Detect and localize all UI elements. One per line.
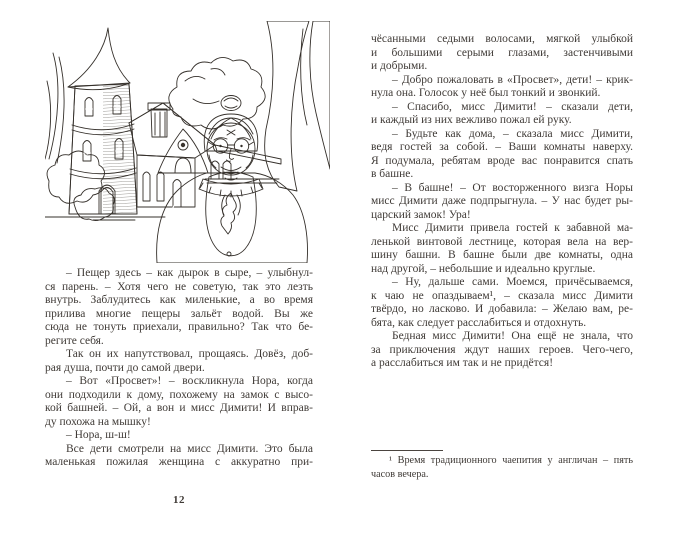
text-line: кой башней. – Ой, а вон и мисс Димити! И вправ- bbox=[45, 402, 313, 414]
paragraph bbox=[371, 182, 633, 223]
paragraph bbox=[371, 276, 633, 330]
paragraph bbox=[371, 33, 633, 74]
text-line: внутрь. Заблудитесь как миленькие, а во время bbox=[45, 294, 313, 306]
text-line: бята, как следует расслабиться и отдохнуть. bbox=[371, 316, 587, 329]
text-line: в башне. bbox=[371, 168, 414, 180]
paragraph bbox=[371, 222, 633, 276]
text-line: ленькой винтовой лестнице, которая вела на вер- bbox=[371, 235, 633, 248]
text-line: ведя гостей за собой. – Ваши комнаты наверху. bbox=[371, 141, 633, 153]
text-line: – Добро пожаловать в «Просвет», дети! – крик- bbox=[392, 73, 633, 86]
text-line: – Ну, дальше сами. Моемся, причёсываемся, bbox=[392, 276, 633, 288]
text-line: царский замок! Ура! bbox=[371, 208, 471, 221]
text-line: рая душа, почти до самой двери. bbox=[45, 361, 205, 374]
text-line: ся парень. – Хотя чего не советую, так это лезть bbox=[45, 280, 313, 293]
text-line: к чаю не опаздываем¹, – сказала мисс Димити bbox=[371, 289, 633, 302]
text-line: они подходили к дому, похожему на замок с высо- bbox=[45, 388, 313, 401]
text-line: часов вечера. bbox=[371, 468, 429, 480]
text-line: – Вот «Просвет»! – воскликнула Нора, когда bbox=[66, 375, 313, 387]
paragraph bbox=[371, 330, 633, 371]
text-line: шину башни. В башне были две комнаты, одна bbox=[371, 249, 633, 261]
paragraph bbox=[371, 74, 633, 101]
paragraph bbox=[371, 128, 633, 182]
text-line: – Нора, ш-ш! bbox=[66, 429, 131, 441]
text-line: – Спасибо, мисс Димити! – сказали дети, bbox=[392, 100, 633, 113]
text-line: мисс Димити даже подпрыгнула. – У нас будет ры- bbox=[371, 195, 633, 207]
text-line: – Пещер здесь – как дырок в сыре, – улыбнул- bbox=[66, 267, 313, 279]
text-line: и добрыми. bbox=[371, 60, 428, 72]
text-line: Так он их напутствовал, прощаясь. Довёз, доб- bbox=[66, 348, 313, 360]
text-line: над другой, – небольшие и идеально круглые. bbox=[371, 262, 596, 275]
text-line: маленькая пожилая женщина с аккуратно при- bbox=[45, 456, 313, 468]
footnote bbox=[371, 455, 633, 482]
footnote-divider bbox=[371, 450, 443, 451]
text-line: и каждый из них вежливо пожал ей руку. bbox=[371, 114, 572, 126]
paragraph bbox=[371, 455, 633, 482]
text-line: Все дети смотрели на мисс Димити. Это была bbox=[66, 442, 313, 455]
text-line: прилива многие пещеры зальёт водой. Вы же bbox=[45, 307, 313, 320]
text-line: – Будьте как дома, – сказала мисс Димити, bbox=[392, 127, 633, 140]
text-line: твёрдо, но ласково. И добавила: – Желаю вам, ре- bbox=[371, 303, 633, 315]
text-line: и большими серыми глазами, застенчивыми bbox=[371, 46, 633, 59]
text-line: Я подумала, ребятам вроде вас понравится спать bbox=[371, 154, 633, 167]
text-line: за приключения ждут наших героев. Чего-чего, bbox=[371, 343, 633, 356]
text-line: ¹ Время традиционного чаепития у англичан – пять bbox=[389, 455, 633, 466]
page-number: 12 bbox=[173, 494, 185, 506]
text-line: сюда не тонуть приехали, правильно? Так что бе- bbox=[45, 321, 313, 333]
text-line: Мисс Димити привела гостей к забавной ма- bbox=[392, 222, 633, 234]
right-page-text bbox=[371, 33, 633, 371]
text-line: нула она. Голосок у неё был тонкий и звонкий. bbox=[371, 87, 601, 99]
text-line: а расслабиться им так и не придётся! bbox=[371, 357, 554, 369]
text-line: Бедная мисс Димити! Она ещё не знала, что bbox=[392, 330, 633, 342]
text-line: – В башне! – От восторженного визга Норы bbox=[392, 181, 633, 194]
paragraph bbox=[371, 101, 633, 128]
text-line: регите себя. bbox=[45, 334, 104, 347]
text-line: ду похожа на мышку! bbox=[45, 415, 151, 428]
text-line: чёсанными седыми волосами, мягкой улыбкой bbox=[371, 33, 633, 45]
